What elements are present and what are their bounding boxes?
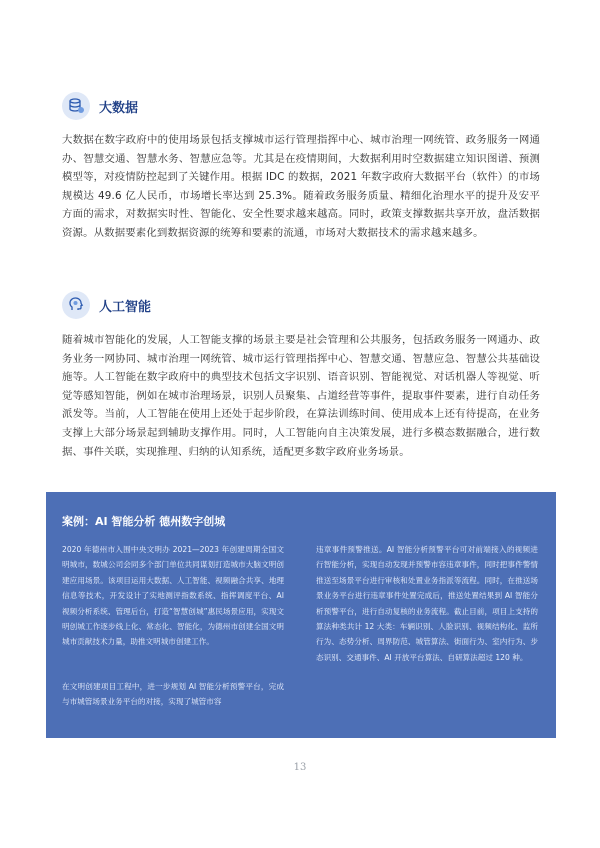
case-title: 案例：AI 智能分析 德州数字创城 [62,515,226,528]
ai-brain-icon [62,291,90,319]
case-left-paragraph-1: 2020 年德州市入围中央文明办 2021—2023 年创建周期全国文明城市，数城公司会同多个部门单位共同谋划打造城市大脑文明创建应用场景。该项目运用大数据、人工智能、视频融合共享、地理信息等技术，开发设计了实地测评指数系统、指挥调度平台、AI 视频分析系统、管理后台，打造“智慧创城”惠民场景应用，实现文明创城工作逐步线上化、常态化、智能化，为德州市创建全国文明城市贡献技术力量，助推文明城市创建工作。 [62,545,284,647]
page-number: 13 [293,762,307,773]
section-header-ai [62,291,151,319]
case-left-paragraph-2: 在文明创建项目工程中，进一步规划 AI 智能分析预警平台，完成与市城管场景业务平台的对接，实现了城管市容 [62,682,284,707]
section-title: 大数据 [99,100,139,116]
case-right-paragraph: 违章事件预警推送。AI 智能分析预警平台可对前端接入的视频进行智能分析，实现自动发现并预警市容违章事件，同时把事件警情推送至场景平台进行审核和处置业务指派等流程。同时，在推送场景业务平台进行违章事件处置完成后，推送处置结果到 AI 智能分析预警平台，进行自动复核的业务流程。截止目前，项目上支持的算法种类共计 12 大类：车辆识别、人脸识别、视频结构化、监所行为、态势分析、周界防范、城管算法、街面行为、室内行为、步态识别、交通事件、AI 开放平台算法、自研算法超过 120 种。 [316,545,538,662]
case-study-box [46,492,556,738]
database-icon [62,92,90,120]
section-title: 人工智能 [99,299,152,315]
section-header-big-data [62,92,138,120]
section-body-big-data: 大数据在数字政府中的使用场景包括支撑城市运行管理指挥中心、城市治理一网统管、政务服务一网通办、智慧交通、智慧水务、智慧应急等。尤其是在疫情期间，大数据利用时空数据建立知识图谱、预测模型等，对疫情防控起到了关键作用。根据 IDC 的数据，2021 年数字政府大数据平台（软件）的市场规模达 49.6 亿人民币，市场增长率达到 25.3%。随着政务服务质量、精细化治理水平的提升及安平方面的需求，对数据实时性、智能化、安全性要求越来越高。同时，政策支撑数据共享开放，盘活数据资源。从数据要素化到数据资源的统筹和要素的流通，市场对大数据技术的需求越来越多。 [62,134,540,239]
section-body-ai: 随着城市智能化的发展，人工智能支撑的场景主要是社会管理和公共服务，包括政务服务一网通办、政务业务一网协同、城市治理一网统管、城市运行管理指挥中心、智慧交通、智慧应急、智慧公共基础设施等。人工智能在数字政府中的典型技术包括文字识别、语音识别、智能视觉、对话机器人等视觉、听觉等感知智能，例如在城市治理场景，识别人员聚集、占道经营等事件，提取事件要素，进行自动任务派发等。当前，人工智能在使用上还处于起步阶段，在算法训练时间、使用成本上还有待提高，在业务支撑上大部分场景起到辅助支撑作用。同时，人工智能向自主决策发展，进行多模态数据融合，进行数据、事件关联，实现推理、归纳的认知系统，适配更多数字政府业务场景。 [62,334,540,458]
